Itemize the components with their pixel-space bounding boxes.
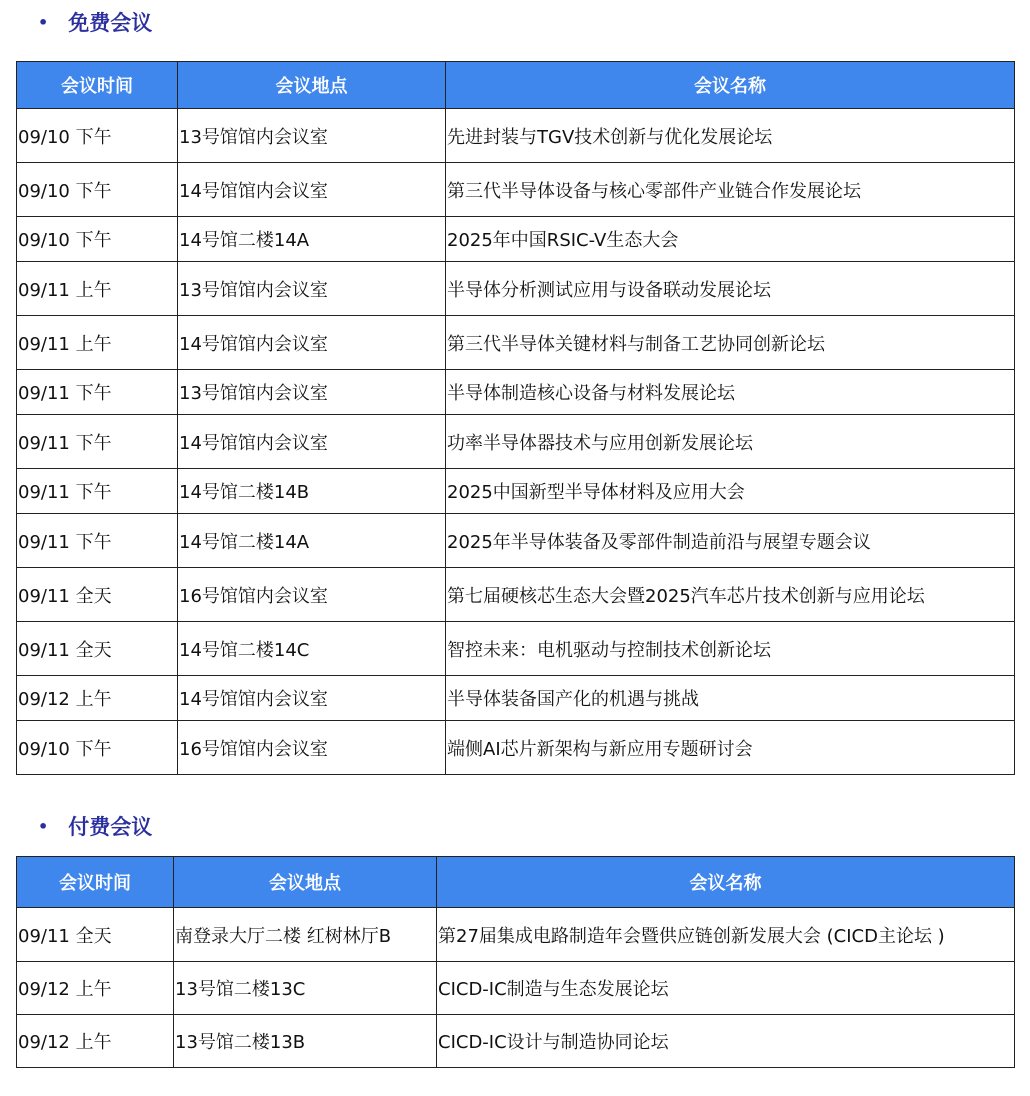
- cell-place: 13号馆二楼13B: [174, 1015, 437, 1068]
- cell-time: 09/11 下午: [17, 370, 178, 415]
- bullet-icon: •: [38, 816, 49, 836]
- cell-name: 2025中国新型半导体材料及应用大会: [446, 469, 1015, 514]
- table-header-row: [17, 62, 1015, 109]
- table-row: [17, 109, 1015, 163]
- table-row: [17, 217, 1015, 262]
- cell-time: 09/11 上午: [17, 262, 178, 316]
- cell-name: 2025年半导体装备及零部件制造前沿与展望专题会议: [446, 514, 1015, 568]
- table-row: [17, 514, 1015, 568]
- cell-name: CICD-IC设计与制造协同论坛: [437, 1015, 1015, 1068]
- cell-time: 09/11 全天: [17, 622, 178, 676]
- cell-place: 16号馆馆内会议室: [178, 721, 446, 775]
- table-row: [17, 962, 1015, 1015]
- cell-place: 14号馆馆内会议室: [178, 415, 446, 469]
- cell-place: 14号馆二楼14C: [178, 622, 446, 676]
- table-row: [17, 1015, 1015, 1068]
- cell-time: 09/11 全天: [17, 568, 178, 622]
- free-conference-table: [16, 61, 1015, 775]
- cell-time: 09/10 下午: [17, 217, 178, 262]
- cell-name: 端侧AI芯片新架构与新应用专题研讨会: [446, 721, 1015, 775]
- cell-time: 09/11 下午: [17, 415, 178, 469]
- bullet-icon: •: [38, 12, 49, 32]
- table-row: [17, 163, 1015, 217]
- cell-time: 09/10 下午: [17, 721, 178, 775]
- table-row: [17, 908, 1015, 962]
- cell-name: 智控未来：电机驱动与控制技术创新论坛: [446, 622, 1015, 676]
- table-row: [17, 568, 1015, 622]
- table-header-row: [17, 857, 1015, 908]
- cell-name: 2025年中国RSIC-V生态大会: [446, 217, 1015, 262]
- cell-time: 09/11 全天: [17, 908, 174, 962]
- table-row: [17, 370, 1015, 415]
- cell-name: CICD-IC制造与生态发展论坛: [437, 962, 1015, 1015]
- cell-time: 09/12 上午: [17, 676, 178, 721]
- table-row: [17, 721, 1015, 775]
- cell-time: 09/10 下午: [17, 163, 178, 217]
- cell-place: 14号馆馆内会议室: [178, 316, 446, 370]
- cell-name: 第三代半导体设备与核心零部件产业链合作发展论坛: [446, 163, 1015, 217]
- cell-name: 半导体制造核心设备与材料发展论坛: [446, 370, 1015, 415]
- paid-section-title: [38, 808, 152, 844]
- header-time: 会议时间: [17, 857, 174, 908]
- table-row: [17, 676, 1015, 721]
- cell-place: 14号馆二楼14A: [178, 217, 446, 262]
- cell-time: 09/11 上午: [17, 316, 178, 370]
- cell-place: 14号馆二楼14B: [178, 469, 446, 514]
- cell-name: 半导体分析测试应用与设备联动发展论坛: [446, 262, 1015, 316]
- cell-name: 第27届集成电路制造年会暨供应链创新发展大会 (CICD主论坛 ): [437, 908, 1015, 962]
- paid-conference-table: [16, 856, 1015, 1068]
- table-row: [17, 316, 1015, 370]
- cell-place: 14号馆二楼14A: [178, 514, 446, 568]
- cell-place: 16号馆馆内会议室: [178, 568, 446, 622]
- cell-name: 半导体装备国产化的机遇与挑战: [446, 676, 1015, 721]
- table-row: [17, 262, 1015, 316]
- cell-place: 14号馆馆内会议室: [178, 676, 446, 721]
- cell-name: 第三代半导体关键材料与制备工艺协同创新论坛: [446, 316, 1015, 370]
- cell-name: 先进封装与TGV技术创新与优化发展论坛: [446, 109, 1015, 163]
- cell-place: 13号馆馆内会议室: [178, 262, 446, 316]
- cell-time: 09/12 上午: [17, 1015, 174, 1068]
- cell-time: 09/11 下午: [17, 514, 178, 568]
- cell-place: 13号馆二楼13C: [174, 962, 437, 1015]
- cell-place: 南登录大厅二楼 红树林厅B: [174, 908, 437, 962]
- table-row: [17, 469, 1015, 514]
- cell-name: 功率半导体器技术与应用创新发展论坛: [446, 415, 1015, 469]
- free-section-heading: 免费会议: [68, 11, 153, 35]
- table-row: [17, 622, 1015, 676]
- header-time: 会议时间: [17, 62, 178, 109]
- header-name: 会议名称: [437, 857, 1015, 908]
- paid-section-heading: 付费会议: [68, 815, 153, 839]
- cell-time: 09/11 下午: [17, 469, 178, 514]
- cell-place: 13号馆馆内会议室: [178, 370, 446, 415]
- cell-time: 09/12 上午: [17, 962, 174, 1015]
- table-row: [17, 415, 1015, 469]
- free-section-title: [38, 4, 152, 40]
- header-name: 会议名称: [446, 62, 1015, 109]
- cell-place: 14号馆馆内会议室: [178, 163, 446, 217]
- cell-place: 13号馆馆内会议室: [178, 109, 446, 163]
- cell-name: 第七届硬核芯生态大会暨2025汽车芯片技术创新与应用论坛: [446, 568, 1015, 622]
- cell-time: 09/10 下午: [17, 109, 178, 163]
- header-place: 会议地点: [178, 62, 446, 109]
- header-place: 会议地点: [174, 857, 437, 908]
